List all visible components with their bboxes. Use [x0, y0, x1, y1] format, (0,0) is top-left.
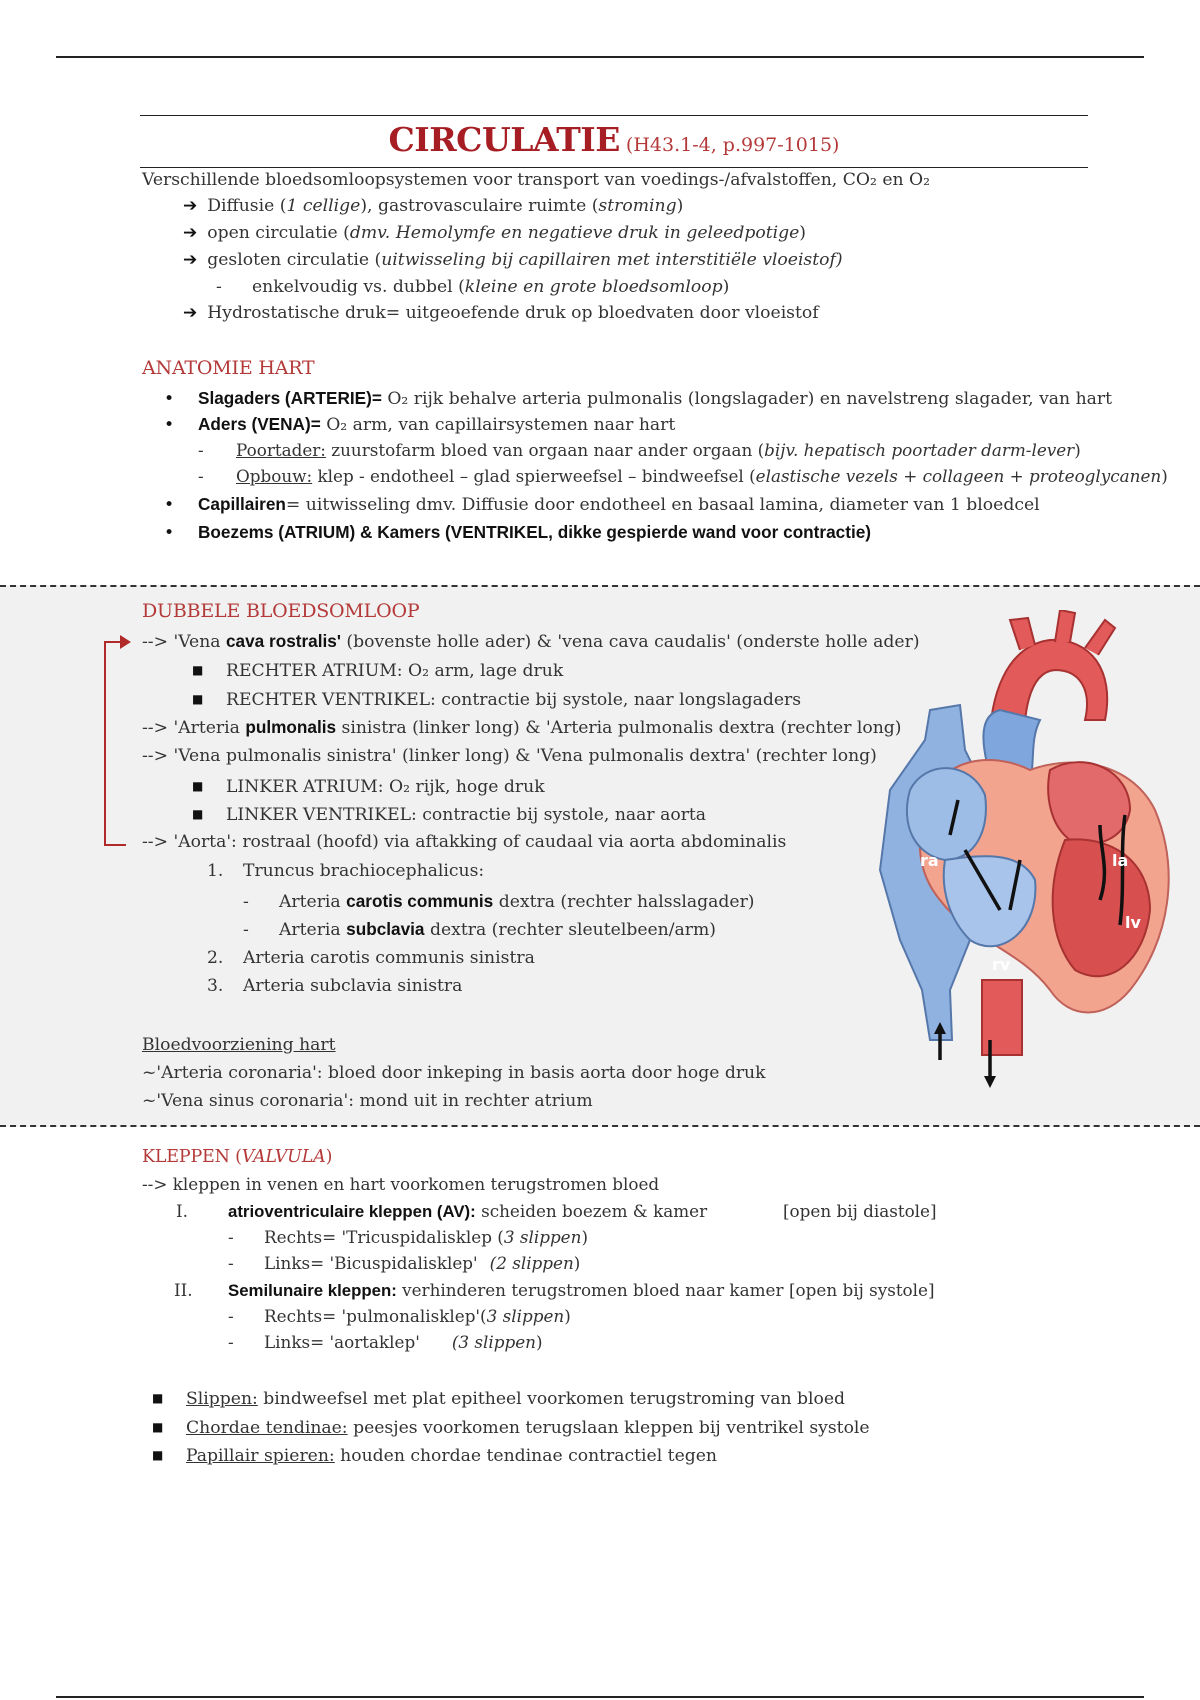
list-subitem: - Opbouw: klep - endotheel – glad spierweefsel – bindweefsel (elastische vezels + collageen + proteoglycanen)	[198, 466, 1168, 486]
heart-diagram	[870, 610, 1190, 1110]
flow-line: --> 'Arteria pulmonalis sinistra (linker long) & 'Arteria pulmonalis dextra (rechter long)	[142, 717, 902, 738]
valve-detail: - Rechts= 'pulmonalisklep'(3 slippen)	[228, 1306, 571, 1326]
list-item: • Aders (VENA)= O₂ arm, van capillairsystemen naar hart	[164, 414, 676, 435]
valve-part-item: ■ Papillair spieren: houden chordae tendinae contractiel tegen	[152, 1446, 717, 1466]
title-rule-top	[140, 115, 1088, 116]
bracket-arrow-icon	[120, 635, 131, 649]
right-atrium-shape	[907, 768, 986, 860]
flow-line: --> 'Vena cava rostralis' (bovenste holle ader) & 'vena cava caudalis' (onderste holle ader)	[142, 631, 920, 652]
title-sub: (H43.1-4, p.997-1015)	[619, 134, 840, 156]
arrow-right-icon: ➔	[183, 196, 198, 216]
intro-item: ➔ Hydrostatische druk= uitgeoefende druk op bloedvaten door vloeistof	[183, 303, 819, 323]
coronary-line: ~'Arteria coronaria': bloed door inkeping in basis aorta door hoge druk	[142, 1063, 766, 1083]
list-item: • Slagaders (ARTERIE)= O₂ rijk behalve arteria pulmonalis (longslagader) en navelstreng slagader, van hart	[164, 388, 1113, 409]
valve-note: [open bij systole]	[789, 1280, 935, 1300]
valve-type-semilunar: II. Semilunaire kleppen: verhinderen terugstromen bloed naar kamer	[174, 1280, 784, 1300]
numbered-item: 2. Arteria carotis communis sinistra	[207, 948, 535, 968]
section-heading-dubbele: DUBBELE BLOEDSOMLOOP	[142, 600, 420, 622]
heart-label-lv: lv	[1125, 913, 1141, 932]
flow-line: --> 'Aorta': rostraal (hoofd) via aftakking of caudaal via aorta abdominalis	[142, 832, 787, 852]
chamber-item: ■ LINKER VENTRIKEL: contractie bij systole, naar aorta	[192, 805, 707, 825]
top-page-rule	[56, 56, 1144, 58]
valve-part-item: ■ Chordae tendinae: peesjes voorkomen terugslaan kleppen bij ventrikel systole	[152, 1418, 870, 1438]
arrow-right-icon: ➔	[183, 303, 198, 323]
valve-note: [open bij diastole]	[783, 1201, 937, 1221]
arrow-right-icon: ➔	[183, 250, 198, 270]
page-title	[140, 120, 1088, 159]
numbered-item: 3. Arteria subclavia sinistra	[207, 976, 463, 996]
intro-item: ➔ open circulatie (dmv. Hemolymfe en negatieve druk in geleedpotige)	[183, 223, 807, 243]
numbered-item: 1. Truncus brachiocephalicus:	[207, 861, 485, 881]
valve-part-item: ■ Slippen: bindweefsel met plat epitheel voorkomen terugstroming van bloed	[152, 1389, 846, 1409]
section-heading-kleppen: KLEPPEN (VALVULA)	[142, 1147, 333, 1167]
title-rule-bottom	[140, 167, 1088, 168]
heart-label-ra: ra	[920, 851, 939, 870]
bottom-page-rule	[56, 1696, 1144, 1698]
intro-item: ➔ Diffusie (1 cellige), gastrovasculaire ruimte (stroming)	[183, 196, 684, 216]
valve-type-av: I. atrioventriculaire kleppen (AV): scheiden boezem & kamer	[176, 1201, 708, 1221]
chamber-item: ■ RECHTER ATRIUM: O₂ arm, lage druk	[192, 661, 564, 681]
chamber-item: ■ RECHTER VENTRIKEL: contractie bij systole, naar longslagaders	[192, 690, 802, 710]
subheading-bloedvoorziening: Bloedvoorziening hart	[142, 1035, 336, 1055]
flow-line: --> 'Vena pulmonalis sinistra' (linker long) & 'Vena pulmonalis dextra' (rechter long)	[142, 746, 877, 766]
descending-aorta-shape	[982, 980, 1022, 1055]
intro-item: ➔ gesloten circulatie (uitwisseling bij capillairen met interstitiële vloeistof)	[183, 250, 843, 270]
chamber-item: ■ LINKER ATRIUM: O₂ rijk, hoge druk	[192, 777, 545, 797]
heart-label-rv: rv	[992, 955, 1011, 974]
kleppen-intro: --> kleppen in venen en hart voorkomen terugstromen bloed	[142, 1174, 660, 1194]
title-main: CIRCULATIE	[388, 120, 620, 159]
intro-subitem: - enkelvoudig vs. dubbel (kleine en grote bloedsomloop)	[216, 277, 730, 297]
circulation-loop-bracket	[104, 641, 126, 846]
section-heading-anatomie: ANATOMIE HART	[142, 357, 315, 379]
list-subitem: - Poortader: zuurstofarm bloed van orgaan naar ander orgaan (bijv. hepatisch poortader darm-lever)	[198, 440, 1081, 460]
valve-detail: - Rechts= 'Tricuspidalisklep (3 slippen)	[228, 1227, 588, 1247]
coronary-line: ~'Vena sinus coronaria': mond uit in rechter atrium	[142, 1091, 593, 1111]
intro-line: Verschillende bloedsomloopsystemen voor transport van voedings-/afvalstoffen, CO₂ en O₂	[142, 170, 931, 190]
numbered-subitem: - Arteria subclavia dextra (rechter sleutelbeen/arm)	[243, 919, 717, 940]
arrow-right-icon: ➔	[183, 223, 198, 243]
list-item: • Capillairen= uitwisseling dmv. Diffusie door endotheel en basaal lamina, diameter van 1 bloedcel	[164, 494, 1040, 515]
list-item: • Boezems (ATRIUM) & Kamers (VENTRIKEL, dikke gespierde wand voor contractie)	[164, 522, 871, 543]
heart-label-la: la	[1112, 851, 1129, 870]
numbered-subitem: - Arteria carotis communis dextra (rechter halsslagader)	[243, 891, 755, 912]
valve-detail: - Links= 'Bicuspidalisklep' (2 slippen)	[228, 1253, 581, 1273]
valve-detail: - Links= 'aortaklep' (3 slippen)	[228, 1332, 543, 1352]
